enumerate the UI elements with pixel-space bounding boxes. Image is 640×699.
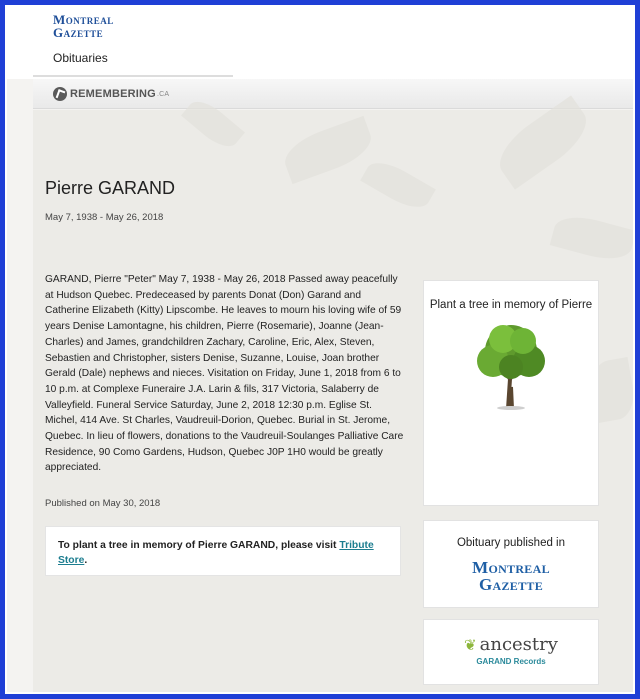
- tree-note-text: To plant a tree in memory of Pierre GARAND, please visit: [58, 540, 340, 551]
- remembering-bar: [33, 79, 633, 109]
- ancestry-card[interactable]: [423, 619, 599, 685]
- background-leaf-icon: [360, 155, 436, 216]
- background-leaf-icon: [279, 116, 377, 184]
- tree-note-box: [45, 526, 401, 576]
- nav-obituaries[interactable]: Obituaries: [53, 51, 108, 65]
- background-leaf-icon: [489, 95, 597, 189]
- published-date: Published on May 30, 2018: [45, 498, 161, 509]
- page-frame: [5, 5, 635, 694]
- tree-icon: [463, 321, 559, 411]
- site-header: [7, 7, 633, 79]
- obituary-content: [33, 110, 633, 694]
- plant-tree-card[interactable]: [423, 280, 599, 506]
- published-in-card[interactable]: [423, 520, 599, 608]
- life-dates: May 7, 1938 - May 26, 2018: [45, 212, 164, 223]
- gazette-card-logo-line-2: Gazette: [478, 575, 543, 594]
- ancestry-logo: [424, 634, 598, 655]
- remembering-logo[interactable]: [53, 87, 169, 101]
- logo-line-2: Gazette: [53, 25, 104, 40]
- obituary-text: GARAND, Pierre "Peter" May 7, 1938 - May 26, 2018 Passed away peacefully at Hudson Quebec. Predeceased by parents Donat (Don) Garand and Catherine Elizabeth (Kitty) Lipscombe. He leaves to mourn his loving wife of 59 years Denise Lamontagne, his children, Pierre (Rosemarie), Joanne (Jean-Charles) and James, grandchildren Zachary, Caroline, Eric, Alex, Steven, Sebastien and Christopher, sisters Denise, Suzanne, Louise, Joan brother Gerald (Dale) nephews and nieces. Visitation on Friday, June 1, 2018 from 6 to 10 p.m. at Complexe Funeraire J.A. Larin & fils, 317 Victoria, Salaberry de Valleyfield. Funeral Service Saturday, June 2, 2018 12:30 p.m. Eglise St. Michel, 414 Ave. St Charles, Vaudreuil-Dorion, Quebec. Burial in St. Jerome, Quebec. In lieu of flowers, donations to the Vaudreuil-Soulanges Palliative Care Residence, 90 Como Gardens, Hudson, Quebec J0P 1H0 would be greatly appreciated.: [45, 274, 404, 474]
- plant-tree-title: Plant a tree in memory of Pierre: [429, 299, 593, 311]
- remembering-suffix: .CA: [156, 90, 170, 98]
- montreal-gazette-logo[interactable]: [53, 13, 114, 39]
- ancestry-leaf-icon: ❦: [464, 635, 477, 654]
- header-divider: [33, 75, 233, 77]
- ancestry-brand: ancestry: [479, 634, 558, 655]
- deceased-name: Pierre GARAND: [45, 178, 176, 198]
- logo-line-1: Montreal: [53, 12, 114, 27]
- remembering-icon: [53, 87, 67, 101]
- gazette-card-logo: [424, 559, 598, 593]
- background-leaf-icon: [550, 210, 635, 265]
- gazette-card-logo-line-1: Montreal: [472, 558, 550, 577]
- tree-note-end: .: [84, 555, 88, 566]
- published-in-title: Obituary published in: [456, 537, 566, 549]
- tribute-store-link[interactable]: Tribute Store: [58, 540, 374, 566]
- ancestry-records-link[interactable]: GARAND Records: [476, 657, 546, 666]
- remembering-brand: REMEMBERING: [70, 88, 156, 100]
